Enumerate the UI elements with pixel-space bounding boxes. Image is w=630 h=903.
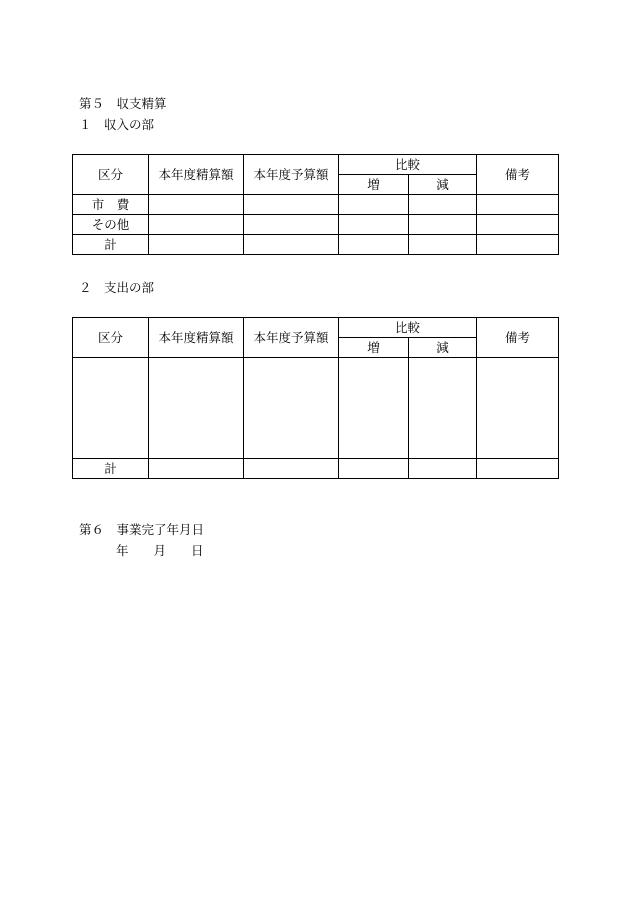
header-increase: 増 [339,338,409,358]
header-increase: 増 [339,175,409,195]
cell-settlement [149,358,244,459]
header-remarks: 備考 [477,318,559,358]
section-5-heading: 第５ 収支精算 [79,96,167,111]
expense-header-row [73,318,559,338]
header-category: 区分 [73,318,149,358]
cell-category [73,358,149,459]
table-row-blank [73,358,559,459]
completion-date-line: 年 月 日 [116,543,204,558]
cell-budget [244,459,339,479]
header-comparison: 比較 [339,318,477,338]
header-decrease: 減 [409,338,477,358]
cell-decrease [409,215,477,235]
table-row-total [73,459,559,479]
cell-remarks [477,358,559,459]
cell-increase [339,195,409,215]
income-table [72,154,559,255]
section-6-heading: 第６ 事業完了年月日 [79,522,205,537]
cell-decrease [409,235,477,255]
row-category: その他 [73,215,149,235]
header-comparison: 比較 [339,155,477,175]
cell-increase [339,459,409,479]
table-row [73,195,559,215]
cell-increase [339,215,409,235]
header-decrease: 減 [409,175,477,195]
cell-budget [244,195,339,215]
cell-decrease [409,459,477,479]
cell-budget [244,358,339,459]
header-remarks: 備考 [477,155,559,195]
cell-budget [244,215,339,235]
income-header-row [73,155,559,175]
row-category: 計 [73,459,149,479]
cell-remarks [477,195,559,215]
cell-decrease [409,195,477,215]
cell-settlement [149,235,244,255]
header-category: 区分 [73,155,149,195]
header-settlement: 本年度精算額 [149,155,244,195]
expense-heading: ２ 支出の部 [79,280,155,295]
cell-remarks [477,215,559,235]
income-heading: １ 収入の部 [79,117,155,132]
header-budget: 本年度予算額 [244,318,339,358]
cell-settlement [149,215,244,235]
cell-increase [339,235,409,255]
header-budget: 本年度予算額 [244,155,339,195]
expense-table [72,317,559,479]
row-category: 計 [73,235,149,255]
cell-settlement [149,195,244,215]
cell-increase [339,358,409,459]
header-settlement: 本年度精算額 [149,318,244,358]
cell-remarks [477,459,559,479]
table-row-total [73,235,559,255]
row-category: 市 費 [73,195,149,215]
table-row [73,215,559,235]
cell-remarks [477,235,559,255]
cell-budget [244,235,339,255]
cell-settlement [149,459,244,479]
cell-decrease [409,358,477,459]
